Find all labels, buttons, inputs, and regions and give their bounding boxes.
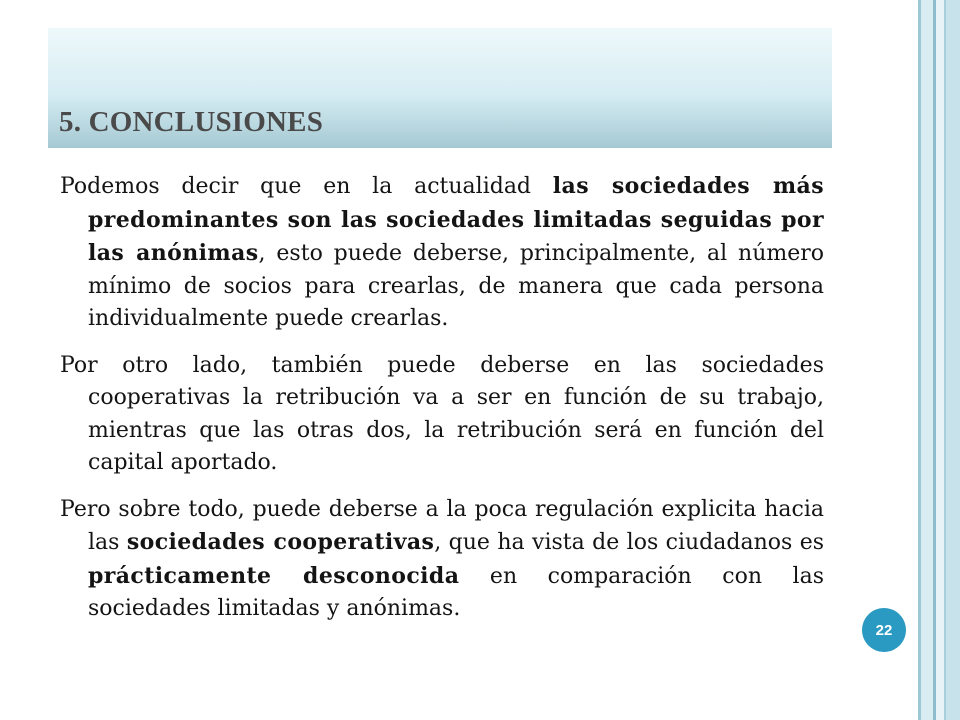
text-segment: , esto puede deberse, principalmente, al número mínimo de socios para crearlas, de manera que cada persona individualmente puede crearlas. [88,241,825,331]
text-segment: Podemos decir que en la actualidad [60,174,553,199]
paragraph [60,170,824,336]
paragraph [60,494,824,626]
right-decorative-border [912,0,960,720]
bold-text: las sociedades más predominantes son las sociedades limitadas seguidas por las anónimas [88,173,824,266]
page-number: 22 [875,621,893,639]
text-segment: en comparación con las sociedades limitadas y anónimas. [88,563,825,621]
border-stripe [936,0,944,720]
paragraph [60,350,824,480]
text-segment: , que ha vista de los ciudadanos es [434,530,825,555]
border-stripe [921,0,933,720]
slide-title: 5. CONCLUSIONES [59,106,324,138]
text-segment: Pero sobre todo, puede deberse a la poca regulación explicita hacia las [60,496,824,555]
text-segment: Por otro lado, también puede deberse en las sociedades cooperativas la retribución va a ser en función de su trabajo, mientras que las otras dos, la retribución será en función del capital aportado. [60,352,824,475]
border-stripe [946,0,960,720]
page-number-badge [862,608,906,652]
slide-body [60,170,824,640]
bold-text: sociedades cooperativas [126,529,435,555]
bold-text: prácticamente desconocida [88,562,460,589]
